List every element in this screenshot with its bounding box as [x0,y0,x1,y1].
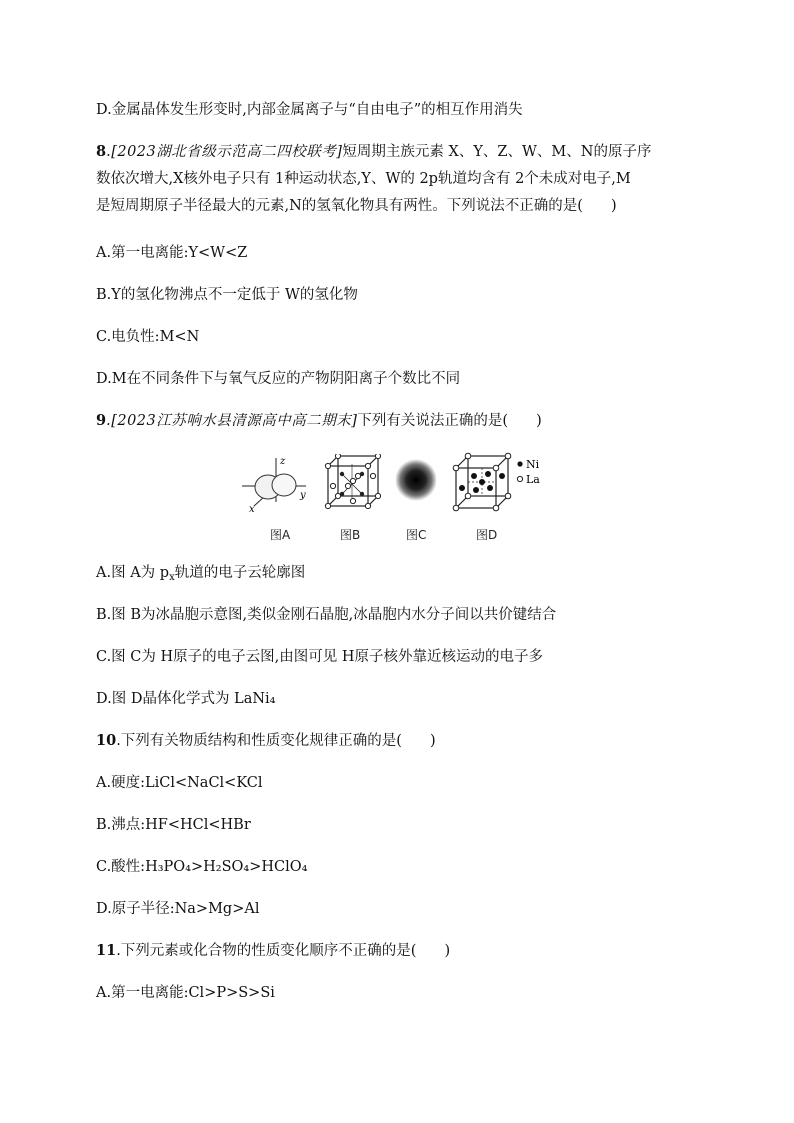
q9-option-a-pre: A.图 A为 p [96,565,170,581]
q9-option-a-post: 轨道的电子云轮廓图 [174,565,306,581]
figure-a-p-orbital [240,452,310,516]
q9-number: 9 [96,412,107,429]
q10-option-c: C.酸性:H₃PO₄>H₂SO₄>HClO₄ [96,859,308,875]
q9-option-d: D.图 D晶体化学式为 LaNi₄ [96,691,276,707]
figure-c-electron-cloud [394,458,438,502]
axis-z-label: z [280,456,286,467]
figure-d-crystal-cell [452,452,560,512]
q8-option-d: D.M在不同条件下与氧气反应的产物阴阳离子个数比不同 [96,371,461,387]
q8-option-c: C.电负性:M<N [96,329,200,345]
q9-text: 下列有关说法正确的是( [357,413,509,429]
q11-text: .下列元素或化合物的性质变化顺序不正确的是( [116,943,417,959]
figure-a-caption: 图A [270,528,291,542]
q9-option-a-sub: x [169,572,175,583]
figure-c-caption: 图C [406,528,427,542]
axis-y-label: y [300,490,306,501]
q11-number: 11 [96,942,117,959]
q10-option-a: A.硬度:LiCl<NaCl<KCl [96,775,263,791]
q9-stem [96,412,716,430]
q8-close-paren: ) [610,198,617,214]
q10-text: .下列有关物质结构和性质变化规律正确的是( [116,733,402,749]
q8-stem-line-3 [96,197,716,215]
q8-stem-line-1 [96,143,716,161]
q8-option-b: B.Y的氢化物沸点不一定低于 W的氢化物 [96,287,358,303]
q9-close-paren: ) [536,413,542,429]
q10-close-paren: ) [429,733,436,749]
q10-option-d: D.原子半径:Na>Mg>Al [96,901,260,917]
q9-option-a [96,564,716,582]
q11-close-paren: ) [444,943,451,959]
legend-la-label: La [526,473,540,486]
figure-b-ice-cell [324,454,384,510]
q8-stem-line-2: 数依次增大,X核外电子只有 1种运动状态,Y、W的 2p轨道均含有 2个未成对电子,M [96,171,631,187]
q8-number: 8 [96,143,107,160]
q8-text-3: 是短周期原子半径最大的元素,N的氢氧化物具有两性。下列说法不正确的是( [96,198,583,214]
q9-source: .[2023江苏响水县清源高中高二期末] [106,413,358,429]
figure-d-caption: 图D [476,528,498,542]
figure-b-caption: 图B [340,528,361,542]
q8-option-a: A.第一电离能:Y<W<Z [96,245,248,261]
axis-x-label: x [249,504,255,515]
q9-option-b: B.图 B为冰晶胞示意图,类似金刚石晶胞,冰晶胞内水分子间以共价键结合 [96,607,557,623]
q10-number: 10 [96,732,117,749]
legend-ni-label: Ni [526,458,540,471]
q10-stem [96,732,716,750]
q8-text-1: 短周期主族元素 X、Y、Z、W、M、N的原子序 [342,144,652,160]
q11-stem [96,942,716,960]
q9-option-c: C.图 C为 H原子的电子云图,由图可见 H原子核外靠近核运动的电子多 [96,649,544,665]
q7-option-d: D.金属晶体发生形变时,内部金属离子与“自由电子”的相互作用消失 [96,102,523,118]
q9-figures [240,452,560,544]
q10-option-b: B.沸点:HF<HCl<HBr [96,817,251,833]
q11-option-a: A.第一电离能:Cl>P>S>Si [96,985,275,1001]
q8-source: .[2023湖北省级示范高二四校联考] [106,144,343,160]
